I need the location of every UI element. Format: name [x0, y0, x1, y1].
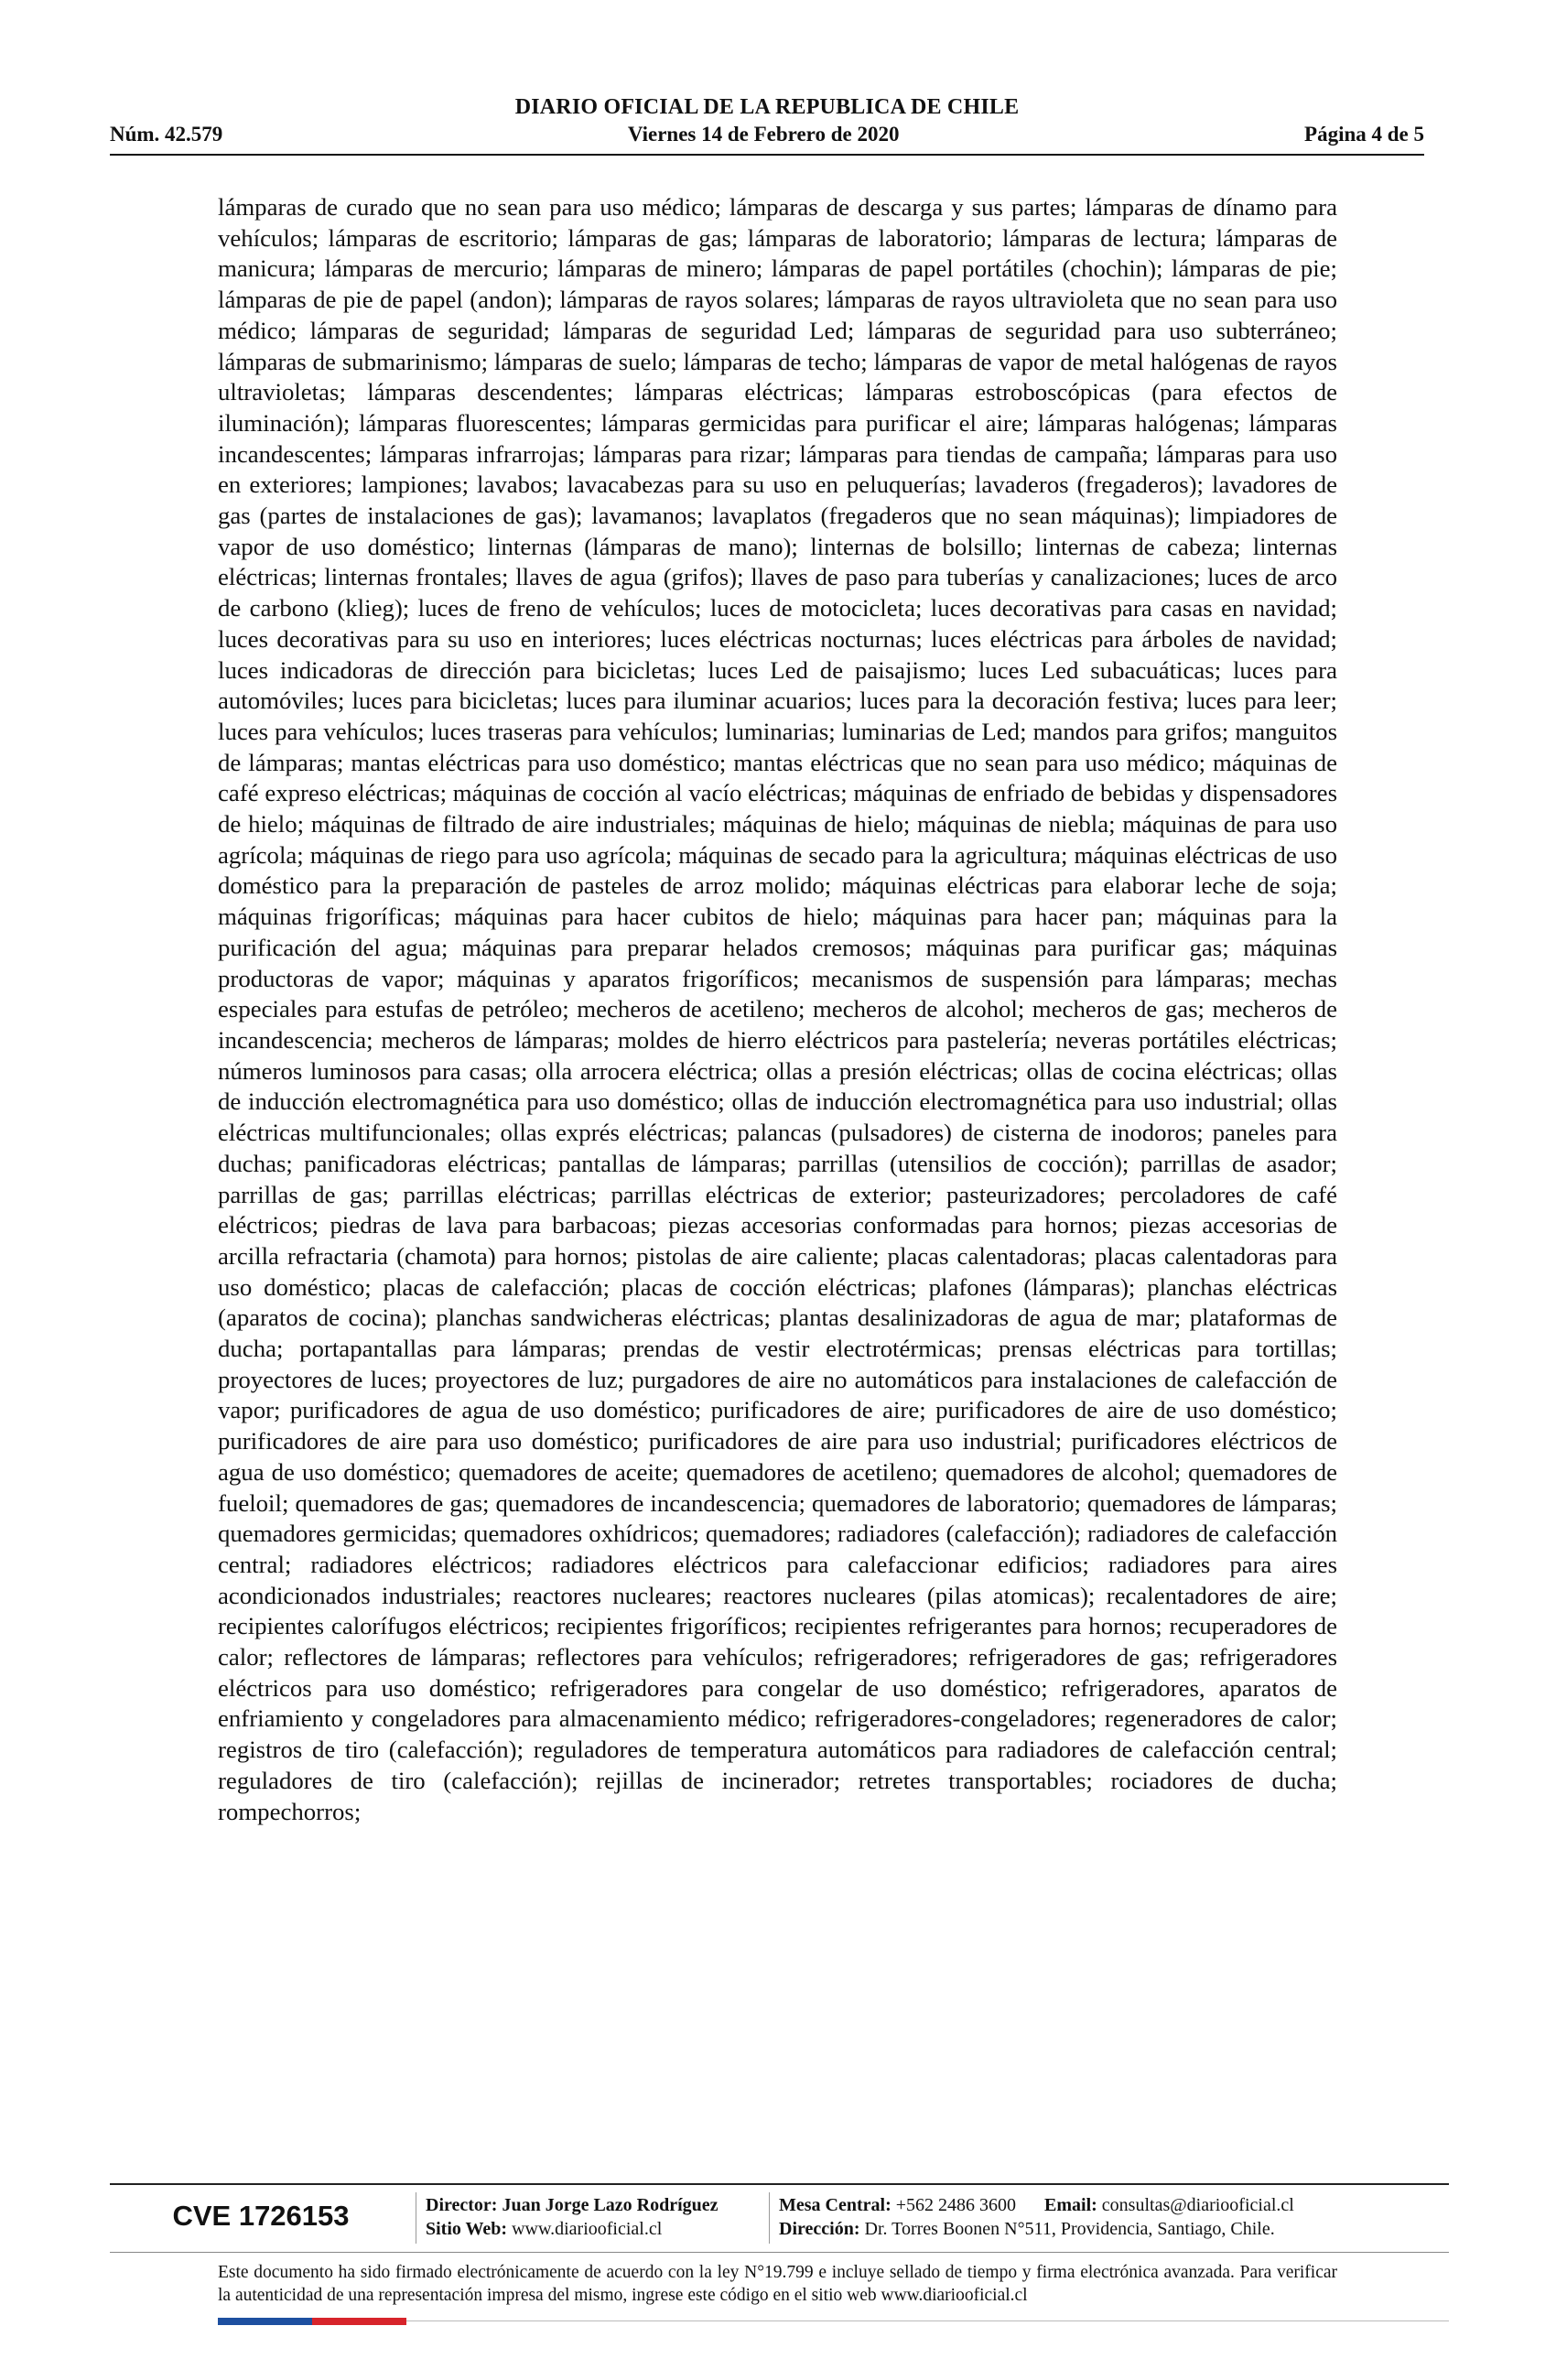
- site-link[interactable]: www.diariooficial.cl: [512, 2219, 663, 2239]
- footer-divider-top: [110, 2183, 1449, 2185]
- body-paragraph: lámparas de curado que no sean para uso médico; lámparas de descarga y sus partes; lámparas de dínamo para vehículos; lámparas de escritorio; lámparas de gas; lámparas de laboratorio; lámparas de lectura; lámparas de manicura; lámparas de mercurio; lámparas de minero; lámparas de papel portátiles (chochin); lámparas de pie; lámparas de pie de papel (andon); lámparas de rayos solares; lámparas de rayos ultravioleta que no sean para uso médico; lámparas de seguridad; lámparas de seguridad Led; lámparas de seguridad para uso subterráneo; lámparas de submarinismo; lámparas de suelo; lámparas de techo; lámparas de vapor de metal halógenas de rayos ultravioletas; lámparas descendentes; lámparas eléctricas; lámparas estroboscópicas (para efectos de iluminación); lámparas fluorescentes; lámparas germicidas para purificar el aire; lámparas halógenas; lámparas incandescentes; lámparas infrarrojas; lámparas para rizar; lámparas para tiendas de campaña; lámparas para uso en exteriores; lampiones; lavabos; lavacabezas para su uso en peluquerías; lavaderos (fregaderos); lavadores de gas (partes de instalaciones de gas); lavamanos; lavaplatos (fregaderos que no sean máquinas); limpiadores de vapor de uso doméstico; linternas (lámparas de mano); linternas de bolsillo; linternas de cabeza; linternas eléctricas; linternas frontales; llaves de agua (grifos); llaves de paso para tuberías y canalizaciones; luces de arco de carbono (klieg); luces de freno de vehículos; luces de motocicleta; luces decorativas para casas en navidad; luces decorativas para su uso en interiores; luces eléctricas nocturnas; luces eléctricas para árboles de navidad; luces indicadoras de dirección para bicicletas; luces Led de paisajismo; luces Led subacuáticas; luces para automóviles; luces para bicicletas; luces para iluminar acuarios; luces para la decoración festiva; luces para leer; luces para vehículos; luces traseras para vehículos; luminarias; luminarias de Led; mandos para grifos; manguitos de lámparas; mantas eléctricas para uso doméstico; mantas eléctricas que no sean para uso médico; máquinas de café expreso eléctricas; máquinas de cocción al vacío eléctricas; máquinas de enfriado de bebidas y dispensadores de hielo; máquinas de filtrado de aire industriales; máquinas de hielo; máquinas de niebla; máquinas de para uso agrícola; máquinas de riego para uso agrícola; máquinas de secado para la agricultura; máquinas eléctricas de uso doméstico para la preparación de pasteles de arroz molido; máquinas eléctricas para elaborar leche de soja; máquinas frigoríficas; máquinas para hacer cubitos de hielo; máquinas para hacer pan; máquinas para la purificación del agua; máquinas para preparar helados cremosos; máquinas para purificar gas; máquinas productoras de vapor; máquinas y aparatos frigoríficos; mecanismos de suspensión para lámparas; mechas especiales para estufas de petróleo; mecheros de acetileno; mecheros de alcohol; mecheros de gas; mecheros de incandescencia; mecheros de lámparas; moldes de hierro eléctricos para pastelería; neveras portátiles eléctricas; números luminosos para casas; olla arrocera eléctrica; ollas a presión eléctricas; ollas de cocina eléctricas; ollas de inducción electromagnética para uso doméstico; ollas de inducción electromagnética para uso industrial; ollas eléctricas multifuncionales; ollas exprés eléctricas; palancas (pulsadores) de cisterna de inodoros; paneles para duchas; panificadoras eléctricas; pantallas de lámparas; parrillas (utensilios de cocción); parrillas de asador; parrillas de gas; parrillas eléctricas; parrillas eléctricas de exterior; pasteurizadores; percoladores de café eléctricos; piedras de lava para barbacoas; piezas accesorias conformadas para hornos; piezas accesorias de arcilla refractaria (chamota) para hornos; pistolas de aire caliente; placas calentadoras; placas calentadoras para uso doméstico; placas de calefacción; placas de cocción eléctricas; plafones (lámparas); planchas eléctricas (aparatos de cocina); planchas sandwicheras eléctricas; plantas desalinizadoras de agua de mar; plataformas de ducha; portapantallas para lámparas; prendas de vestir electrotérmicas; prensas eléctricas para tortillas; proyectores de luces; proyectores de luz; purgadores de aire no automáticos para instalaciones de calefacción de vapor; purificadores de agua de uso doméstico; purificadores de aire; purificadores de aire de uso doméstico; purificadores de aire para uso doméstico; purificadores de aire para uso industrial; purificadores eléctricos de agua de uso doméstico; quemadores de aceite; quemadores de acetileno; quemadores de alcohol; quemadores de fueloil; quemadores de gas; quemadores de incandescencia; quemadores de laboratorio; quemadores de lámparas; quemadores germicidas; quemadores oxhídricos; quemadores; radiadores (calefacción); radiadores de calefacción central; radiadores eléctricos; radiadores eléctricos para calefaccionar edificios; radiadores para aires acondicionados industriales; reactores nucleares; reactores nucleares (pilas atomicas); recalentadores de aire; recipientes calorífugos eléctricos; recipientes frigoríficos; recipientes refrigerantes para hornos; recuperadores de calor; reflectores de lámparas; reflectores para vehículos; refrigeradores; refrigeradores de gas; refrigeradores eléctricos para uso doméstico; refrigeradores para congelar de uso doméstico; refrigeradores, aparatos de enfriamiento y congeladores para almacenamiento médico; refrigeradores-congeladores; regeneradores de calor; registros de tiro (calefacción); reguladores de temperatura automáticos para radiadores de calefacción central; reguladores de tiro (calefacción); rejillas de incinerador; retretes transportables; rociadores de ducha; rompechorros;: [218, 193, 1337, 1825]
- page-number: Página 4 de 5: [1304, 123, 1424, 146]
- page-header: [110, 92, 1424, 157]
- cve-code: CVE 1726153: [172, 2200, 350, 2232]
- footer-separator: [769, 2192, 770, 2244]
- footer-divider-bottom: [406, 2320, 1449, 2321]
- header-divider: [110, 154, 1424, 156]
- email-link[interactable]: consultas@diariooficial.cl: [1101, 2195, 1294, 2215]
- phone-number: +562 2486 3600: [895, 2195, 1017, 2215]
- chile-flag-bar: [218, 2318, 406, 2325]
- issue-date: Viernes 14 de Febrero de 2020: [627, 123, 900, 146]
- director-name: Juan Jorge Lazo Rodríguez: [502, 2195, 719, 2215]
- site-label: Sitio Web:: [426, 2219, 508, 2239]
- issue-number: Núm. 42.579: [110, 123, 223, 146]
- flag-blue-segment: [218, 2318, 312, 2325]
- publication-title: DIARIO OFICIAL DE LA REPUBLICA DE CHILE: [514, 95, 1020, 119]
- signature-notice: Este documento ha sido firmado electrónicamente de acuerdo con la ley N°19.799 e incluye sellado de tiempo y firma electrónica avanzada. Para verificar la autenticidad de una representación impresa del mismo, ingrese este código en el sitio web www.diariooficial.cl: [218, 2263, 1337, 2305]
- address-text: Dr. Torres Boonen N°511, Providencia, Santiago, Chile.: [864, 2219, 1275, 2239]
- footer-director-block: [426, 2193, 719, 2241]
- header-meta-row: [110, 123, 1424, 150]
- document-body: [218, 192, 1337, 2133]
- address-label: Dirección:: [779, 2219, 860, 2239]
- phone-label: Mesa Central:: [779, 2195, 891, 2215]
- footer-divider-mid: [110, 2252, 1449, 2253]
- footer-contact-block: [779, 2193, 1294, 2241]
- flag-red-segment: [312, 2318, 406, 2325]
- email-label: Email:: [1044, 2195, 1097, 2215]
- director-label: Director:: [426, 2195, 498, 2215]
